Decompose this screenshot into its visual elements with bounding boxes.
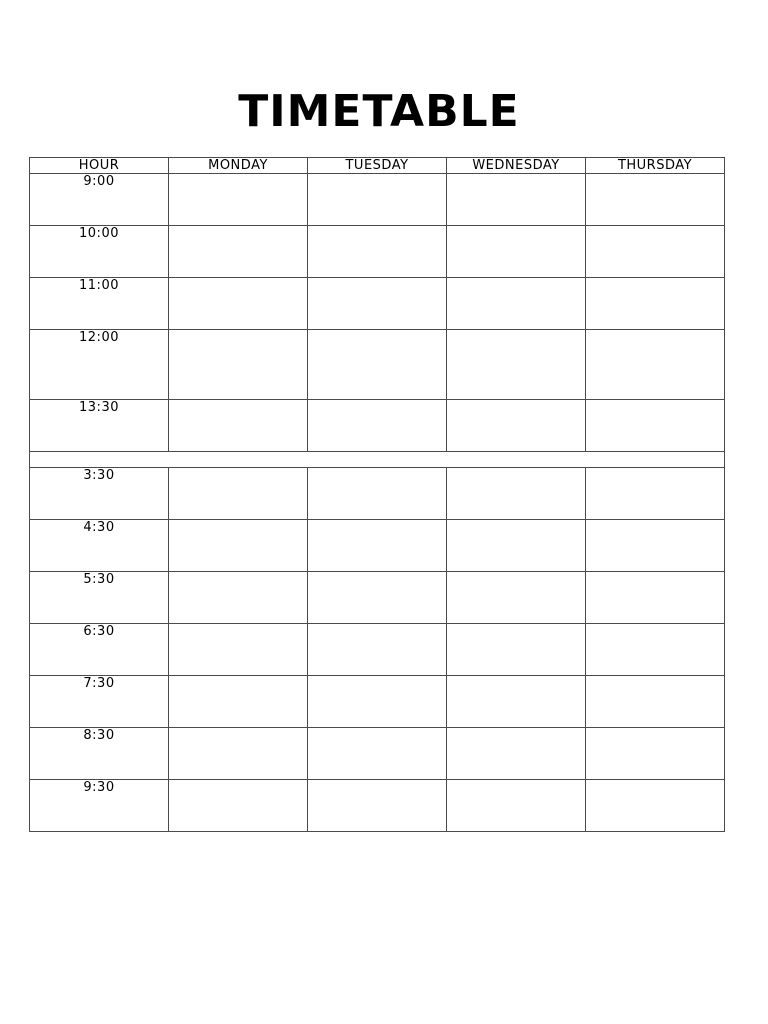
slot-monday[interactable]: [169, 226, 308, 278]
slot-wednesday[interactable]: [447, 572, 586, 624]
table-row: [30, 780, 725, 832]
slot-thursday[interactable]: [586, 400, 725, 452]
hour-cell: 7:30: [30, 676, 169, 728]
page-title: TIMETABLE: [238, 86, 520, 137]
table-row: [30, 174, 725, 226]
hour-cell: 11:00: [30, 278, 169, 330]
hour-cell: 9:30: [30, 780, 169, 832]
slot-thursday[interactable]: [586, 174, 725, 226]
table-row: [30, 400, 725, 452]
slot-monday[interactable]: [169, 468, 308, 520]
slot-monday[interactable]: [169, 572, 308, 624]
header-monday: MONDAY: [169, 158, 308, 174]
hour-cell: 5:30: [30, 572, 169, 624]
table-row: [30, 572, 725, 624]
slot-thursday[interactable]: [586, 728, 725, 780]
slot-tuesday[interactable]: [308, 174, 447, 226]
slot-monday[interactable]: [169, 400, 308, 452]
header-row: [30, 158, 725, 174]
hour-cell: 9:00: [30, 174, 169, 226]
slot-monday[interactable]: [169, 780, 308, 832]
hour-cell: 4:30: [30, 520, 169, 572]
slot-wednesday[interactable]: [447, 468, 586, 520]
slot-thursday[interactable]: [586, 468, 725, 520]
slot-tuesday[interactable]: [308, 468, 447, 520]
slot-wednesday[interactable]: [447, 624, 586, 676]
slot-thursday[interactable]: [586, 676, 725, 728]
header-wednesday: WEDNESDAY: [447, 158, 586, 174]
slot-tuesday[interactable]: [308, 728, 447, 780]
slot-wednesday[interactable]: [447, 400, 586, 452]
slot-tuesday[interactable]: [308, 624, 447, 676]
table-row: [30, 468, 725, 520]
slot-tuesday[interactable]: [308, 520, 447, 572]
header-thursday: THURSDAY: [586, 158, 725, 174]
header-tuesday: TUESDAY: [308, 158, 447, 174]
slot-thursday[interactable]: [586, 226, 725, 278]
timetable-grid: [29, 157, 725, 832]
slot-wednesday[interactable]: [447, 520, 586, 572]
slot-thursday[interactable]: [586, 330, 725, 400]
slot-thursday[interactable]: [586, 520, 725, 572]
hour-cell: 8:30: [30, 728, 169, 780]
slot-tuesday[interactable]: [308, 780, 447, 832]
slot-tuesday[interactable]: [308, 676, 447, 728]
table-row: [30, 676, 725, 728]
slot-monday[interactable]: [169, 330, 308, 400]
table-row: [30, 278, 725, 330]
slot-wednesday[interactable]: [447, 174, 586, 226]
slot-wednesday[interactable]: [447, 330, 586, 400]
slot-monday[interactable]: [169, 676, 308, 728]
table-row: [30, 226, 725, 278]
table-row: [30, 520, 725, 572]
hour-cell: 12:00: [30, 330, 169, 400]
hour-cell: 10:00: [30, 226, 169, 278]
slot-thursday[interactable]: [586, 780, 725, 832]
slot-tuesday[interactable]: [308, 226, 447, 278]
slot-monday[interactable]: [169, 174, 308, 226]
table-row: [30, 624, 725, 676]
slot-tuesday[interactable]: [308, 330, 447, 400]
slot-monday[interactable]: [169, 624, 308, 676]
slot-monday[interactable]: [169, 728, 308, 780]
table-row: [30, 728, 725, 780]
hour-cell: 3:30: [30, 468, 169, 520]
slot-wednesday[interactable]: [447, 226, 586, 278]
slot-thursday[interactable]: [586, 624, 725, 676]
slot-wednesday[interactable]: [447, 728, 586, 780]
slot-tuesday[interactable]: [308, 572, 447, 624]
break-row: [30, 452, 725, 468]
timetable: [29, 157, 725, 832]
slot-monday[interactable]: [169, 520, 308, 572]
hour-cell: 13:30: [30, 400, 169, 452]
slot-wednesday[interactable]: [447, 676, 586, 728]
slot-wednesday[interactable]: [447, 278, 586, 330]
slot-thursday[interactable]: [586, 572, 725, 624]
slot-tuesday[interactable]: [308, 278, 447, 330]
slot-wednesday[interactable]: [447, 780, 586, 832]
slot-tuesday[interactable]: [308, 400, 447, 452]
slot-thursday[interactable]: [586, 278, 725, 330]
slot-monday[interactable]: [169, 278, 308, 330]
hour-cell: 6:30: [30, 624, 169, 676]
header-hour: HOUR: [30, 158, 169, 174]
break-cell: [30, 452, 725, 468]
table-row: [30, 330, 725, 400]
